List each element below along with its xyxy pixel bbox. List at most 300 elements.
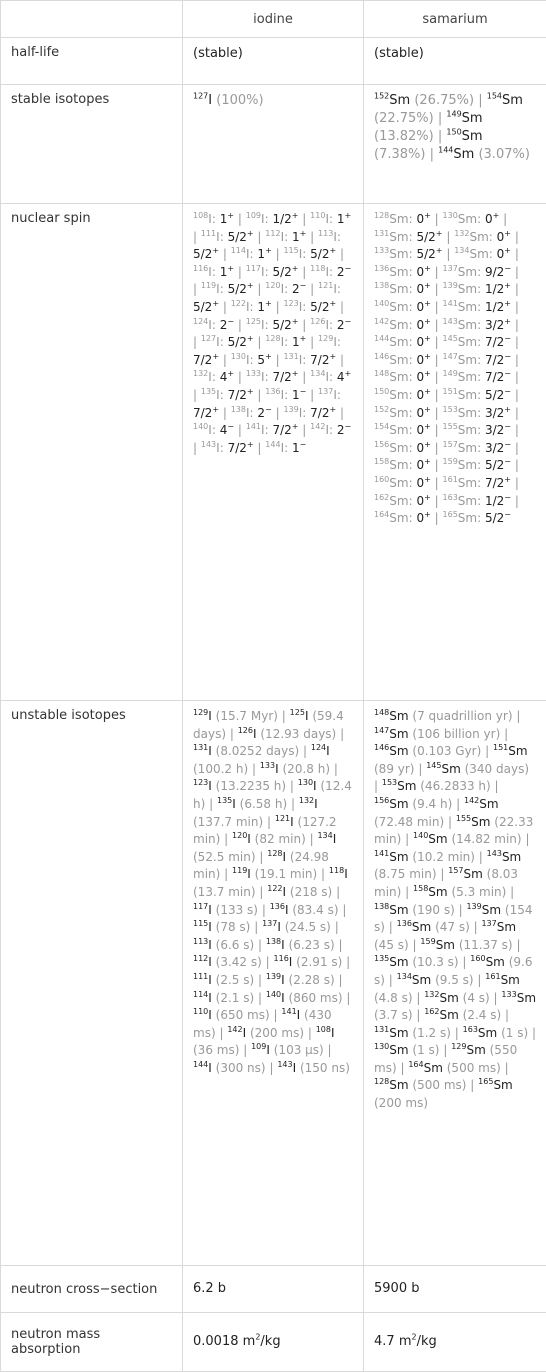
element-symbol: Sm xyxy=(462,129,483,144)
spin-value: 0 xyxy=(416,300,424,314)
row-label: neutron mass absorption xyxy=(1,1313,183,1372)
isotope-entry xyxy=(382,779,491,793)
isotope-value: (72.48 min) xyxy=(374,815,444,829)
isotope-entry: $^{131}$I: 7/2+ xyxy=(283,353,336,367)
parity: − xyxy=(504,457,511,466)
element-symbol: I xyxy=(314,797,318,811)
parity: − xyxy=(300,440,307,449)
isotope-mass-number: 161 xyxy=(485,972,500,981)
separator: | xyxy=(274,1008,278,1022)
separator: | xyxy=(435,212,439,226)
isotope-mass-number: 115 xyxy=(283,246,298,255)
isotope-mass-number: 147 xyxy=(443,352,458,361)
element-symbol: Sm xyxy=(389,1026,408,1040)
isotope-entry: $^{142}$I: 2− xyxy=(310,423,351,437)
isotope-mass-number: 158 xyxy=(413,884,428,893)
value: 0.0018 xyxy=(193,1334,239,1349)
parity: + xyxy=(424,422,431,431)
separator: | xyxy=(193,282,197,296)
parity: − xyxy=(504,387,511,396)
isotope-entry: $^{109}$I: 1/2+ xyxy=(246,212,299,226)
spin-value: 7/2 xyxy=(310,353,329,367)
spin-value: 3/2 xyxy=(485,441,504,455)
isotope-mass-number: 113 xyxy=(193,937,208,946)
spin-value: 5/2 xyxy=(272,265,291,279)
isotope-value: (4 s) xyxy=(463,991,490,1005)
parity: − xyxy=(504,493,511,502)
isotope-entry xyxy=(408,1061,500,1075)
spin-value: 1 xyxy=(257,300,265,314)
isotope-entry xyxy=(463,1026,529,1040)
element-symbol: I xyxy=(277,920,281,934)
element-symbol: Sm xyxy=(389,353,408,367)
isotope-value: (14.82 min) xyxy=(451,832,521,846)
isotope-value: (7.38%) xyxy=(374,147,425,162)
element-symbol: I xyxy=(208,1061,212,1075)
isotope-value: (127.2 min) xyxy=(193,815,337,847)
spin-value: 1 xyxy=(292,230,300,244)
isotope-entry: $^{138}$I: 2− xyxy=(231,406,272,420)
element-symbol: Sm xyxy=(389,441,408,455)
isotope-entry xyxy=(193,973,254,987)
isotope-mass-number: 124 xyxy=(311,743,326,752)
element-symbol: I xyxy=(208,265,212,279)
parity: + xyxy=(247,281,254,290)
isotope-entry: $^{151}$Sm: 5/2− xyxy=(443,388,511,402)
isotope-entry: $^{111}$I: 5/2+ xyxy=(201,230,254,244)
isotope-mass-number: 114 xyxy=(193,990,208,999)
separator: | xyxy=(336,885,340,899)
separator: | xyxy=(238,423,242,437)
element-symbol: I xyxy=(275,762,279,776)
separator: | xyxy=(209,797,213,811)
element-symbol: I xyxy=(208,370,212,384)
isotope-mass-number: 135 xyxy=(201,387,216,396)
parity: + xyxy=(504,246,511,255)
separator: | xyxy=(302,265,306,279)
separator: | xyxy=(224,867,228,881)
isotope-value: (13.7 min) xyxy=(193,885,256,899)
separator: | xyxy=(262,903,266,917)
element-symbol: Sm xyxy=(458,282,477,296)
isotope-mass-number: 155 xyxy=(456,814,471,823)
element-symbol: I xyxy=(208,991,212,1005)
parity: − xyxy=(504,422,511,431)
isotope-value: (6.23 s) xyxy=(289,938,335,952)
isotope-mass-number: 144 xyxy=(374,334,389,343)
separator: | xyxy=(389,973,393,987)
isotope-entry: $^{124}$I: 2− xyxy=(193,318,234,332)
parity: + xyxy=(265,352,272,361)
isotope-entry: $^{144}$Sm: 0+ xyxy=(374,335,431,349)
isotope-mass-number: 156 xyxy=(374,796,389,805)
isotope-mass-number: 163 xyxy=(463,1025,478,1034)
isotope-mass-number: 151 xyxy=(443,387,458,396)
isotope-entry: $^{134}$I: 4+ xyxy=(310,370,351,384)
isotope-mass-number: 126 xyxy=(310,317,325,326)
element-symbol: I xyxy=(208,744,212,758)
spin-value: 5/2 xyxy=(228,282,247,296)
separator: | xyxy=(430,147,434,162)
isotope-mass-number: 133 xyxy=(246,369,261,378)
element-symbol: Sm xyxy=(389,93,410,108)
parity: + xyxy=(292,369,299,378)
element-symbol: Sm xyxy=(458,212,477,226)
element-symbol: I xyxy=(261,423,265,437)
element-symbol: I xyxy=(299,353,303,367)
element-symbol: I xyxy=(281,973,285,987)
isotope-value: (550 ms) xyxy=(374,1043,517,1075)
separator: | xyxy=(446,247,450,261)
isotope-value: (8.03 min) xyxy=(374,867,518,899)
element-symbol: I xyxy=(281,991,285,1005)
isotope-mass-number: 160 xyxy=(374,475,389,484)
separator: | xyxy=(435,511,439,525)
separator: | xyxy=(346,955,350,969)
isotope-entry xyxy=(424,1008,501,1022)
parity: + xyxy=(424,264,431,273)
element-symbol: I xyxy=(266,1043,270,1057)
isotope-mass-number: 137 xyxy=(262,919,277,928)
separator: | xyxy=(223,300,227,314)
spin-value: 7/2 xyxy=(310,406,329,420)
isotope-entry: $^{117}$I: 5/2+ xyxy=(246,265,299,279)
separator: | xyxy=(515,318,519,332)
separator: | xyxy=(474,920,478,934)
isotope-mass-number: 129 xyxy=(318,334,333,343)
separator: | xyxy=(310,832,314,846)
value: 4.7 xyxy=(374,1334,395,1349)
isotope-value: (2.1 s) xyxy=(216,991,255,1005)
element-symbol: I xyxy=(208,93,212,108)
element-symbol: Sm xyxy=(453,147,474,162)
separator: | xyxy=(435,370,439,384)
parity: + xyxy=(227,211,234,220)
parity: − xyxy=(345,317,352,326)
element-symbol: I xyxy=(283,850,287,864)
isotope-mass-number: 131 xyxy=(193,743,208,752)
isotope-mass-number: 135 xyxy=(374,954,389,963)
isotope-entry: $^{134}$Sm: 0+ xyxy=(454,247,511,261)
element-symbol: Sm xyxy=(389,458,408,472)
element-symbol: Sm xyxy=(440,991,459,1005)
isotope-mass-number: 109 xyxy=(251,1042,266,1051)
element-symbol: I xyxy=(285,903,289,917)
separator: | xyxy=(276,353,280,367)
isotope-mass-number: 109 xyxy=(246,211,261,220)
isotope-entry xyxy=(193,1061,266,1075)
separator: | xyxy=(435,476,439,490)
row-label: stable isotopes xyxy=(1,85,183,204)
element-symbol: I xyxy=(216,388,220,402)
separator: | xyxy=(257,388,261,402)
separator: | xyxy=(495,779,499,793)
row-neutron-cross-section xyxy=(1,1266,546,1313)
isotope-mass-number: 110 xyxy=(310,211,325,220)
spin-value: 0 xyxy=(416,335,424,349)
isotope-mass-number: 148 xyxy=(374,708,389,717)
separator: | xyxy=(290,779,294,793)
element-symbol: Sm xyxy=(389,230,408,244)
isotope-mass-number: 156 xyxy=(374,440,389,449)
samarium-half-life: (stable) xyxy=(364,38,546,85)
isotope-entry: $^{125}$I: 5/2+ xyxy=(246,318,299,332)
isotope-mass-number: 160 xyxy=(470,954,485,963)
isotope-entry: $^{130}$I: 5+ xyxy=(231,353,272,367)
separator: | xyxy=(340,247,344,261)
isotope-mass-number: 130 xyxy=(298,778,313,787)
parity: + xyxy=(424,334,431,343)
separator: | xyxy=(219,1026,223,1040)
separator: | xyxy=(258,973,262,987)
separator: | xyxy=(340,727,344,741)
element-symbol: Sm xyxy=(441,762,460,776)
isotope-mass-number: 141 xyxy=(281,1007,296,1016)
isotope-value: (154 s) xyxy=(374,903,532,935)
separator: | xyxy=(516,709,520,723)
spin-value: 2 xyxy=(337,318,345,332)
isotope-value: (46.2833 h) xyxy=(420,779,490,793)
separator: | xyxy=(303,744,307,758)
element-symbol: I xyxy=(333,230,337,244)
corner-cell xyxy=(1,1,183,38)
parity: + xyxy=(504,405,511,414)
element-symbol: I xyxy=(299,406,303,420)
isotope-entry xyxy=(193,920,250,934)
isotope-mass-number: 112 xyxy=(193,954,208,963)
isotope-mass-number: 128 xyxy=(265,334,280,343)
parity: + xyxy=(265,299,272,308)
parity: + xyxy=(212,246,219,255)
element-symbol: Sm xyxy=(458,494,477,508)
element-symbol: I xyxy=(216,441,220,455)
spin-value: 5/2 xyxy=(416,247,435,261)
isotope-value: (10.3 s) xyxy=(412,955,458,969)
separator: | xyxy=(257,335,261,349)
isotope-mass-number: 141 xyxy=(443,299,458,308)
isotope-mass-number: 115 xyxy=(193,919,208,928)
isotope-value: (9.6 s) xyxy=(374,955,532,987)
isotope-entry: $^{121}$I: 5/2+ xyxy=(193,282,341,314)
separator: | xyxy=(258,938,262,952)
separator: | xyxy=(459,903,463,917)
separator: | xyxy=(224,832,228,846)
separator: | xyxy=(446,230,450,244)
element-symbol: I xyxy=(325,370,329,384)
isotope-entry xyxy=(193,93,264,108)
isotope-entry xyxy=(267,885,332,899)
element-symbol: I xyxy=(305,709,309,723)
column-header-samarium: samarium xyxy=(364,1,546,38)
isotope-value: (22.33 min) xyxy=(374,815,533,847)
isotope-mass-number: 121 xyxy=(318,281,333,290)
separator: | xyxy=(405,885,409,899)
element-symbol: I xyxy=(333,335,337,349)
isotope-mass-number: 108 xyxy=(316,1025,331,1034)
isotope-entry xyxy=(266,938,335,952)
element-symbol: Sm xyxy=(389,318,408,332)
isotope-mass-number: 130 xyxy=(443,211,458,220)
isotope-mass-number: 138 xyxy=(374,281,389,290)
isotope-value: (83.4 s) xyxy=(292,903,338,917)
separator: | xyxy=(302,423,306,437)
isotope-mass-number: 116 xyxy=(274,954,289,963)
separator: | xyxy=(479,850,483,864)
parity: + xyxy=(436,229,443,238)
isotope-value: (1 s) xyxy=(412,1043,439,1057)
element-symbol: Sm xyxy=(389,727,408,741)
isotope-mass-number: 143 xyxy=(487,849,502,858)
isotope-entry: $^{146}$Sm: 0+ xyxy=(374,353,431,367)
separator: | xyxy=(515,423,519,437)
parity: + xyxy=(300,334,307,343)
isotope-mass-number: 152 xyxy=(374,405,389,414)
iodine-unstable-isotopes xyxy=(183,701,364,1266)
element-symbol: Sm xyxy=(389,797,408,811)
isotope-mass-number: 138 xyxy=(266,937,281,946)
separator: | xyxy=(257,230,261,244)
separator: | xyxy=(510,885,514,899)
isotope-value: (2.28 s) xyxy=(289,973,335,987)
element-symbol: I xyxy=(246,353,250,367)
parity: + xyxy=(227,264,234,273)
separator: | xyxy=(310,230,314,244)
separator: | xyxy=(515,370,519,384)
spin-value: 7/2 xyxy=(193,353,212,367)
separator: | xyxy=(515,282,519,296)
separator: | xyxy=(515,353,519,367)
isotope-entry: $^{110}$I: 1+ xyxy=(310,212,351,226)
isotope-entry: $^{159}$Sm: 5/2− xyxy=(443,458,511,472)
isotope-mass-number: 165 xyxy=(443,510,458,519)
isotope-mass-number: 142 xyxy=(227,1025,242,1034)
element-symbol: I xyxy=(208,709,212,723)
unit-tail: /kg xyxy=(417,1334,437,1349)
separator: | xyxy=(389,920,393,934)
row-label: nuclear spin xyxy=(1,204,183,701)
element-symbol: I xyxy=(281,230,285,244)
element-symbol: Sm xyxy=(458,353,477,367)
isotope-value: (218 s) xyxy=(290,885,332,899)
separator: | xyxy=(259,850,263,864)
isotope-entry: $^{123}$I: 5/2+ xyxy=(283,300,336,314)
parity: + xyxy=(265,246,272,255)
element-symbol: I xyxy=(246,406,250,420)
isotope-mass-number: 143 xyxy=(277,1060,292,1069)
isotope-mass-number: 134 xyxy=(317,831,332,840)
isotope-mass-number: 128 xyxy=(374,211,389,220)
spin-value: 1 xyxy=(257,247,265,261)
isotope-value: (47 s) xyxy=(435,920,470,934)
isotope-mass-number: 143 xyxy=(201,440,216,449)
element-symbol: I xyxy=(208,779,212,793)
isotope-value: (5.3 min) xyxy=(451,885,506,899)
isotope-mass-number: 132 xyxy=(193,369,208,378)
isotope-mass-number: 158 xyxy=(374,457,389,466)
separator: | xyxy=(503,212,507,226)
isotope-mass-number: 153 xyxy=(443,405,458,414)
parity: − xyxy=(504,264,511,273)
isotope-entry: $^{141}$Sm: 1/2+ xyxy=(443,300,511,314)
element-symbol: I xyxy=(325,318,329,332)
element-symbol: I xyxy=(216,282,220,296)
spin-value: 5/2 xyxy=(416,230,435,244)
element-symbol: Sm xyxy=(458,388,477,402)
isotope-mass-number: 151 xyxy=(493,743,508,752)
isotope-mass-number: 139 xyxy=(466,902,481,911)
isotope-entry xyxy=(217,797,287,811)
parity: + xyxy=(329,246,336,255)
isotope-entry xyxy=(374,1078,466,1092)
element-symbol: I xyxy=(216,335,220,349)
element-symbol: Sm xyxy=(458,458,477,472)
isotope-mass-number: 108 xyxy=(193,211,208,220)
element-symbol: Sm xyxy=(458,300,477,314)
isotope-entry: $^{133}$Sm: 5/2+ xyxy=(374,247,442,261)
unit-exponent: 2 xyxy=(255,1333,260,1342)
element-symbol: Sm xyxy=(389,1043,408,1057)
element-symbol: Sm xyxy=(458,265,477,279)
isotope-mass-number: 133 xyxy=(374,246,389,255)
spin-value: 5/2 xyxy=(272,318,291,332)
parity: + xyxy=(424,510,431,519)
element-symbol: I xyxy=(289,955,293,969)
element-symbol: Sm xyxy=(502,850,521,864)
parity: − xyxy=(227,422,234,431)
isotope-mass-number: 161 xyxy=(443,475,458,484)
separator: | xyxy=(276,300,280,314)
isotope-mass-number: 164 xyxy=(408,1060,423,1069)
element-symbol: Sm xyxy=(502,93,523,108)
isotope-value: (190 s) xyxy=(412,903,454,917)
isotope-entry: $^{119}$I: 5/2+ xyxy=(201,282,254,296)
isotope-mass-number: 132 xyxy=(299,796,314,805)
element-symbol: Sm xyxy=(389,850,408,864)
parity: + xyxy=(300,229,307,238)
element-symbol: I xyxy=(325,265,329,279)
element-symbol: Sm xyxy=(471,815,490,829)
element-symbol: Sm xyxy=(424,1061,443,1075)
isotope-entry: $^{163}$Sm: 1/2− xyxy=(443,494,511,508)
isotope-mass-number: 140 xyxy=(413,831,428,840)
spin-value: 7/2 xyxy=(228,441,247,455)
isotope-mass-number: 129 xyxy=(193,708,208,717)
isotope-mass-number: 148 xyxy=(374,369,389,378)
isotope-entry xyxy=(193,938,254,952)
isotope-entry xyxy=(413,885,506,899)
separator: | xyxy=(340,353,344,367)
spin-value: 0 xyxy=(416,423,424,437)
spin-value: 3/2 xyxy=(485,318,504,332)
isotope-entry: $^{164}$Sm: 0+ xyxy=(374,511,431,525)
iodine-mass-absorption xyxy=(183,1313,364,1372)
isotope-value: (1.2 s) xyxy=(412,1026,451,1040)
separator: | xyxy=(346,991,350,1005)
separator: | xyxy=(258,991,262,1005)
parity: − xyxy=(504,352,511,361)
parity: + xyxy=(424,317,431,326)
parity: + xyxy=(329,352,336,361)
element-symbol: I xyxy=(299,247,303,261)
parity: + xyxy=(504,475,511,484)
element-symbol: Sm xyxy=(479,797,498,811)
separator: | xyxy=(515,494,519,508)
isotope-value: (860 ms) xyxy=(289,991,343,1005)
parity: + xyxy=(292,264,299,273)
separator: | xyxy=(435,458,439,472)
isotope-mass-number: 130 xyxy=(231,352,246,361)
isotope-value: (6.58 h) xyxy=(240,797,288,811)
